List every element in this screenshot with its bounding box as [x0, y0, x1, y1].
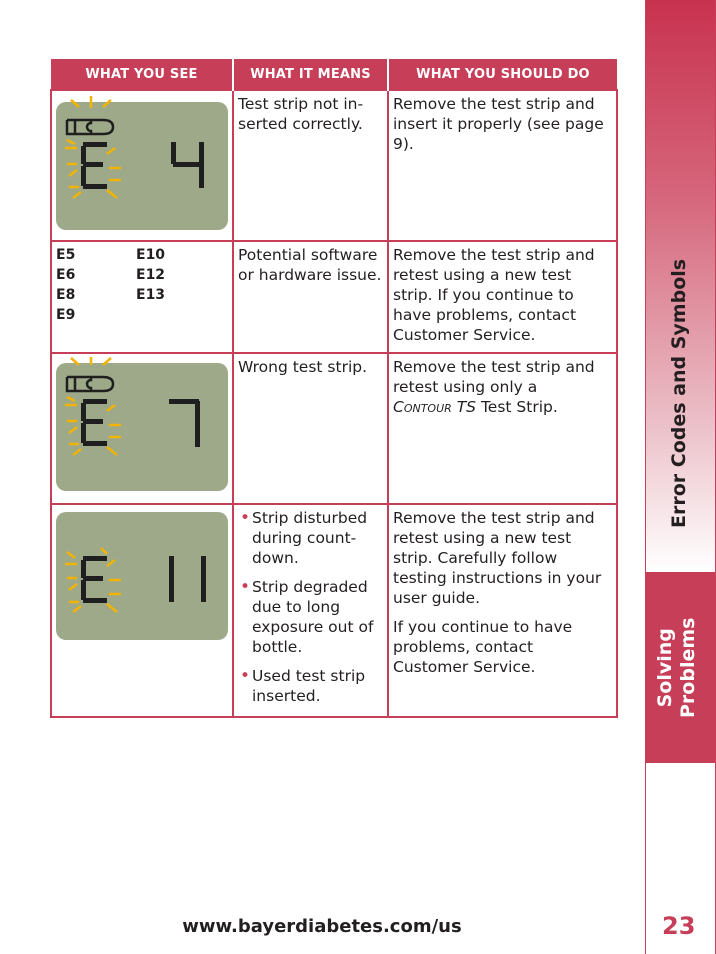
table-row: [51, 241, 617, 353]
section-title: Error Codes and Symbols: [668, 258, 690, 528]
page-number: 23: [662, 912, 696, 940]
tab-label-line1: Solving: [654, 628, 676, 708]
action-text-end: Test Strip.: [480, 398, 558, 416]
meter-display-e11: [55, 508, 231, 644]
sidebar-border: [645, 0, 646, 954]
error-code: [136, 305, 216, 325]
error-code: E5: [56, 247, 76, 263]
error-code-list: [56, 245, 228, 325]
tab-divider: [645, 572, 716, 573]
action-cell: [388, 504, 617, 717]
list-item: • Strip disturbed during count-down.: [238, 508, 383, 568]
meter-display-e7: [55, 357, 231, 493]
header-what-you-should-do: WHAT YOU SHOULD DO: [388, 59, 617, 90]
meter-display-cell: [51, 353, 233, 504]
table-row: [51, 90, 617, 241]
cause-list: [238, 508, 383, 706]
error-codes-table: [50, 59, 618, 718]
error-code: E10: [136, 247, 166, 263]
table-row: [51, 353, 617, 504]
action-paragraph: Remove the test strip and retest using a new test strip. Carefully follow testing instructions in your user guide.: [393, 509, 602, 607]
list-item: • Used test strip inserted.: [238, 666, 383, 706]
meaning-cell: Potential software or hardware issue.: [233, 241, 388, 353]
footer-url-text: www.bayerdiabetes.com/us: [182, 916, 462, 937]
tab-label-line2: Problems: [677, 617, 699, 718]
action-cell: Remove the test strip and retest using a new test strip. If you continue to have problems, contact Customer Service.: [388, 241, 617, 353]
meter-display-cell: [51, 90, 233, 241]
table-row: [51, 504, 617, 717]
error-codes-cell: [51, 241, 233, 353]
meter-display-e4: [55, 94, 231, 230]
tab-label: [654, 618, 700, 718]
meaning-cell: [233, 504, 388, 717]
header-what-it-means: WHAT IT MEANS: [233, 59, 388, 90]
error-code: E12: [136, 267, 166, 283]
footer-website-link[interactable]: [0, 916, 644, 937]
meter-display-cell: [51, 504, 233, 717]
table-header-row: [51, 59, 617, 90]
error-code: E6: [56, 267, 76, 283]
header-what-you-see: WHAT YOU SEE: [51, 59, 233, 90]
error-code: E9: [56, 307, 76, 323]
list-item: • Strip degraded due to long exposure out of bottle.: [238, 577, 383, 657]
action-paragraph: If you continue to have problems, contact Customer Service.: [393, 618, 573, 676]
action-cell: [388, 353, 617, 504]
meaning-cell: Test strip not in-serted correctly.: [233, 90, 388, 241]
error-code: E13: [136, 287, 166, 303]
action-cell: Remove the test strip and insert it properly (see page 9).: [388, 90, 617, 241]
meaning-cell: Wrong test strip.: [233, 353, 388, 504]
error-code: E8: [56, 287, 76, 303]
brand-suffix: TS: [456, 398, 477, 416]
tab-divider: [645, 762, 716, 763]
brand-name: Contour: [393, 398, 452, 416]
action-text: Remove the test strip and retest using only a: [393, 358, 595, 396]
